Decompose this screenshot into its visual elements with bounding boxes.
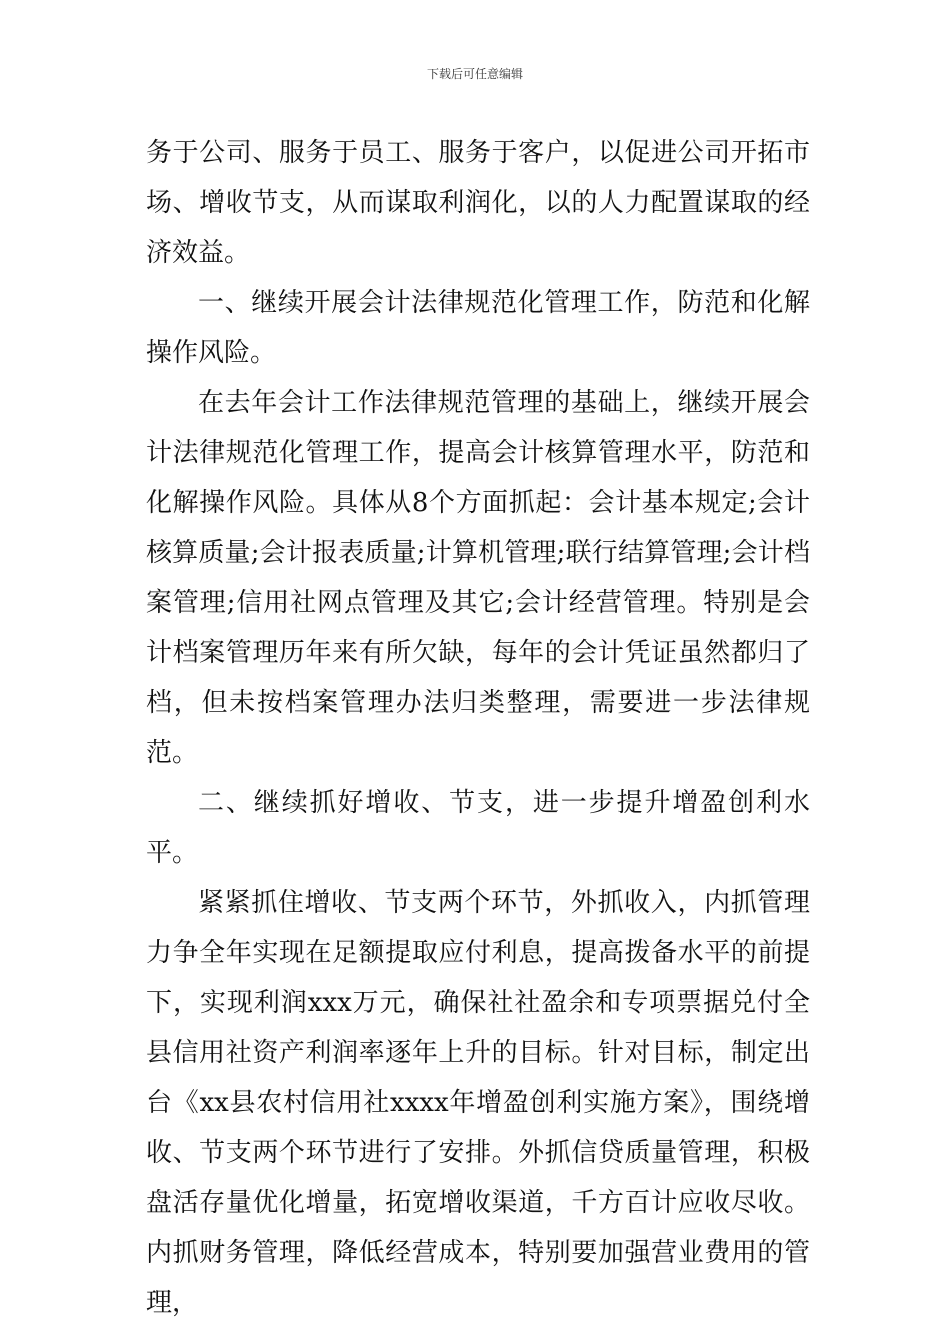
paragraph-accounting-standards: 在去年会计工作法律规范管理的基础上，继续开展会计法律规范化管理工作，提高会计核算管理水平，防范和化解操作风险。具体从8个方面抓起：会计基本规定;会计核算质量;会计报表质量;计算机管理;联行结算管理;会计档案管理;信用社网点管理及其它;会计经营管理。特别是会计档案管理历年来有所欠缺，每年的会计凭证虽然都归了档，但未按档案管理办法归类整理，需要进一步法律规范。 — [146, 388, 810, 768]
header-note: 下载后可任意编辑 — [426, 67, 523, 81]
paragraph-income-expense: 紧紧抓住增收、节支两个环节，外抓收入，内抓管理力争全年实现在足额提取应付利息，提高拨备水平的前提下，实现利润xxx万元，确保社社盈余和专项票据兑付全县信用社资产利润率逐年上升的目标。针对目标，制定出台《xx县农村信用社xxxx年增盈创利实施方案》，围绕增收、节支两个环节进行了安排。外抓信贷质量管理，积极盘活存量优化增量，拓宽增收渠道，千方百计应收尽收。内抓财务管理，降低经营成本，特别要加强营业费用的管理， — [146, 888, 810, 1318]
document-body — [146, 128, 810, 1328]
section-heading-2: 二、继续抓好增收、节支，进一步提升增盈创利水平。 — [146, 788, 810, 868]
section-heading-1: 一、继续开展会计法律规范化管理工作，防范和化解操作风险。 — [146, 288, 810, 368]
paragraph-continuation: 务于公司、服务于员工、服务于客户，以促进公司开拓市场、增收节支，从而谋取利润化，以的人力配置谋取的经济效益。 — [146, 138, 810, 268]
